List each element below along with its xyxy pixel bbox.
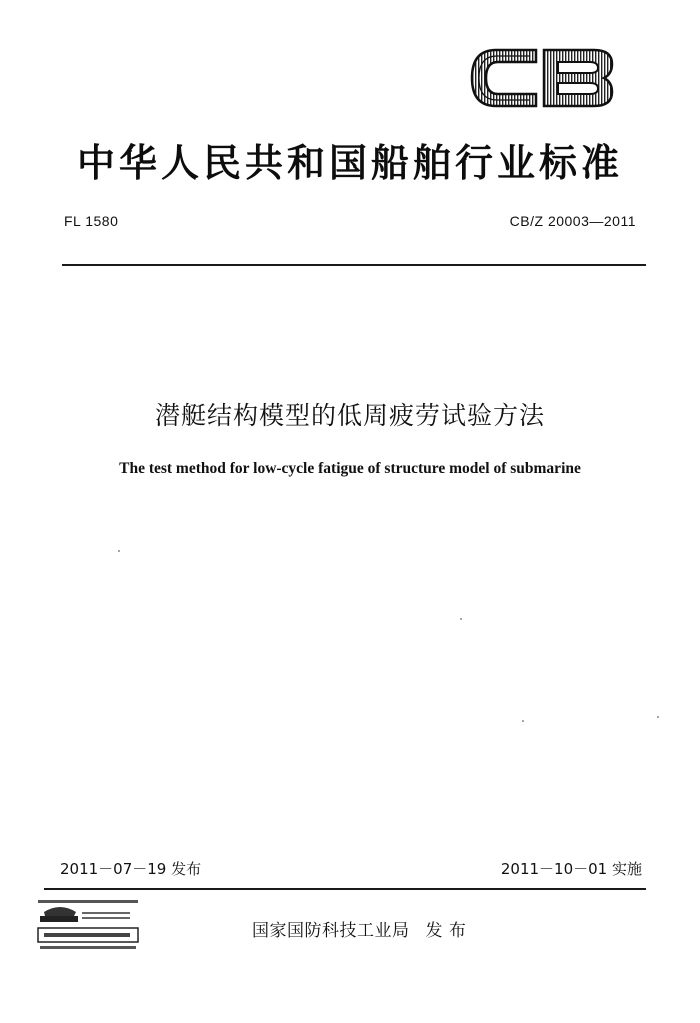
cb-logo — [466, 40, 618, 116]
publisher-name: 国家国防科技工业局 — [252, 921, 410, 941]
document-title-en: The test method for low-cycle fatigue of structure model of submarine — [119, 460, 581, 477]
implementation-date: 2011－10－01 实施 — [500, 860, 642, 878]
footer-divider — [44, 888, 646, 890]
anti-counterfeit-seal-icon — [36, 898, 154, 956]
publisher-action: 发 布 — [425, 921, 467, 941]
document-title-cn: 潜艇结构模型的低周疲劳试验方法 — [154, 401, 545, 430]
issue-date: 2011－07－19 发布 — [60, 860, 202, 878]
scan-speck — [657, 716, 659, 718]
scan-speck — [522, 720, 524, 722]
classification-code: FL 1580 — [64, 213, 119, 229]
standard-category-title: 中华人民共和国船舶行业标准 — [76, 141, 623, 185]
scan-speck — [460, 618, 462, 620]
standard-number: CB/Z 20003—2011 — [509, 213, 636, 229]
scan-speck — [118, 550, 120, 552]
publisher-line — [252, 916, 466, 941]
header-divider — [62, 264, 646, 266]
